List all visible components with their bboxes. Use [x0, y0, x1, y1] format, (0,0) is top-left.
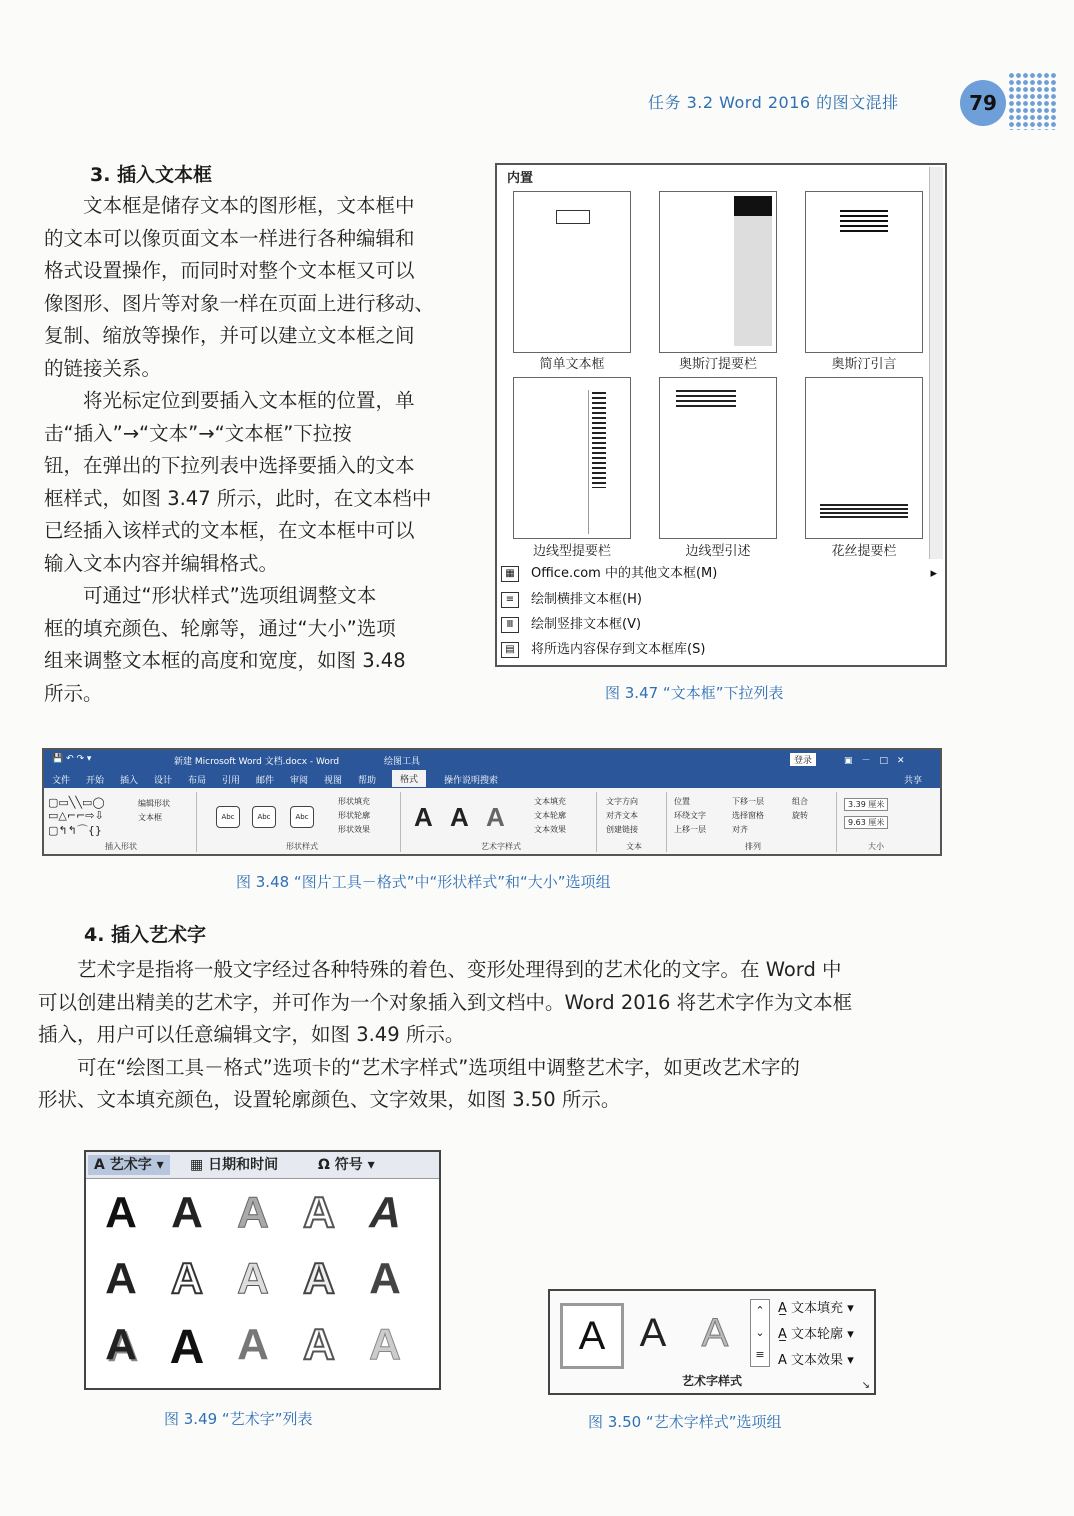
wordart-option[interactable]: A [105, 1320, 137, 1369]
wordart-option[interactable]: A [303, 1188, 335, 1237]
shape-fill-button[interactable]: 形状填充 [338, 797, 370, 806]
context-tab-label: 绘图工具 [384, 757, 421, 767]
bring-forward-button[interactable]: 上移一层 [674, 825, 706, 834]
shape-effects-button[interactable]: 形状效果 [338, 825, 370, 834]
text-effects-option[interactable]: A 文本效果 ▾ [778, 1353, 854, 1368]
wordart-style-3[interactable]: A [486, 802, 505, 832]
caption-3-47: 图 3.47 “文本框”下拉列表 [605, 684, 784, 702]
calendar-icon: ▦ [190, 1157, 204, 1173]
thumb-austin-sidebar[interactable] [659, 191, 777, 353]
tell-me-search[interactable]: 操作说明搜索 [444, 776, 499, 786]
wordart-gallery [84, 1150, 441, 1390]
wordart-option[interactable]: A [237, 1188, 269, 1237]
width-input[interactable]: 9.63 厘米 [844, 816, 888, 829]
office-icon: ▦ [501, 566, 519, 582]
horizontal-textbox-icon: ≡ [501, 592, 519, 608]
tab-insert[interactable]: 插入 [120, 776, 139, 786]
align-button[interactable]: 对齐 [732, 825, 748, 834]
wordart-tab[interactable]: A 艺术字 ▾ [88, 1155, 170, 1175]
date-time-tab[interactable]: ▦ 日期和时间 [190, 1157, 279, 1173]
text-fill-button[interactable]: 文本填充 [534, 797, 566, 806]
textbox-dropdown-panel [495, 163, 947, 667]
format-ribbon [42, 748, 942, 856]
text-line: 已经插入该样式的文本框，在文本框中可以 [44, 519, 415, 542]
wordart-style-2[interactable]: A [450, 802, 469, 832]
group-label: 形状样式 [286, 842, 318, 851]
text-line: 钮，在弹出的下拉列表中选择要插入的文本 [44, 454, 415, 477]
text-line: 可以创建出精美的艺术字，并可作为一个对象插入到文档中。Word 2016 将艺术字作为文本框 [38, 990, 853, 1014]
title-bar [44, 750, 940, 770]
text-box-button[interactable]: 文本框 [138, 813, 162, 822]
tab-file[interactable]: 文件 [52, 776, 71, 786]
section-heading-3: 3. 插入文本框 [90, 164, 213, 186]
selection-pane-button[interactable]: 选择窗格 [732, 811, 764, 820]
section3-body [44, 190, 484, 710]
wordart-option[interactable]: A [171, 1254, 203, 1303]
group-button[interactable]: 组合 [792, 797, 808, 806]
tab-layout[interactable]: 布局 [188, 776, 207, 786]
shape-style-1[interactable]: Abc [216, 806, 240, 828]
wordart-styles-group [548, 1289, 876, 1395]
caption-3-48: 图 3.48 “图片工具－格式”中“形状样式”和“大小”选项组 [236, 873, 611, 891]
thumb-filigree-sidebar[interactable] [805, 377, 923, 539]
group-label: 艺术字样式 [481, 842, 521, 851]
vertical-textbox-icon: Ⅲ [501, 617, 519, 633]
shape-outline-button[interactable]: 形状轮廓 [338, 811, 370, 820]
text-effects-icon: A [778, 1353, 787, 1368]
section4-body [38, 954, 958, 1117]
thumb-label: 边线型引述 [685, 544, 751, 559]
thumb-sideline-quote[interactable] [659, 377, 777, 539]
running-header: 任务 3.2 Word 2016 的图文混排 [648, 93, 899, 112]
text-line: 框的填充颜色、轮廓等，通过“大小”选项 [44, 616, 396, 640]
text-line: 将光标定位到要插入文本框的位置，单 [44, 389, 415, 412]
text-line: 可通过“形状样式”选项组调整文本 [44, 584, 377, 607]
text-line: 复制、缩放等操作，并可以建立文本框之间 [44, 324, 415, 347]
text-line: 格式设置操作，而同时对整个文本框又可以 [44, 259, 415, 282]
wordart-option[interactable]: A [369, 1254, 401, 1303]
wrap-text-button[interactable]: 环绕文字 [674, 811, 706, 820]
rotate-button[interactable]: 旋转 [792, 811, 808, 820]
thumb-label: 花丝提要栏 [831, 544, 897, 559]
height-input[interactable]: 3.39 厘米 [844, 798, 888, 811]
tab-help[interactable]: 帮助 [358, 776, 377, 786]
group-insert-shapes [46, 792, 197, 852]
text-line: 艺术字是指将一般文字经过各种特殊的着色、变形处理得到的艺术化的文字。在 Word 中 [38, 958, 842, 981]
wordart-option[interactable]: A [169, 1321, 205, 1374]
wordart-icon: A [94, 1157, 105, 1173]
text-outline-option[interactable]: A̲ 文本轮廓 ▾ [778, 1327, 854, 1342]
menu-draw-horizontal[interactable]: ≡ 绘制横排文本框(H) [501, 589, 642, 611]
wordart-option[interactable]: A [303, 1320, 335, 1369]
text-outline-button[interactable]: 文本轮廓 [534, 811, 566, 820]
group-label: 插入形状 [105, 842, 137, 851]
text-line: 的文本可以像页面文本一样进行各种编辑和 [44, 226, 415, 250]
group-size [840, 792, 912, 852]
text-effects-button[interactable]: 文本效果 [534, 825, 566, 834]
shape-gallery[interactable]: ▢▭╲╲▭◯ ▭△⌐⌐⇨⇩ ▢↰↰⌒{} [48, 796, 105, 837]
text-fill-icon: A̲ [778, 1301, 787, 1316]
wordart-option[interactable]: A [105, 1188, 137, 1237]
chevron-right-icon: ▸ [930, 566, 937, 581]
text-line: 所示。 [44, 681, 103, 705]
quick-access-icons[interactable]: 💾 ↶ ↷ ▾ [52, 754, 92, 764]
text-line: 框样式，如图 3.47 所示，此时，在文本档中 [44, 486, 432, 510]
decorative-dot-pattern [1008, 72, 1056, 130]
wordart-option[interactable]: A [237, 1254, 269, 1303]
caption-3-49: 图 3.49 “艺术字”列表 [164, 1410, 313, 1428]
save-gallery-icon: ▤ [501, 642, 519, 658]
wordart-style-1[interactable]: A [414, 802, 433, 832]
text-fill-option[interactable]: A̲ 文本填充 ▾ [778, 1301, 854, 1316]
create-link-button[interactable]: 创建链接 [606, 825, 638, 834]
wordart-option[interactable]: A [369, 1188, 401, 1237]
send-backward-button[interactable]: 下移一层 [732, 797, 764, 806]
group-shape-styles [204, 792, 401, 852]
text-line: 输入文本内容并编辑格式。 [44, 551, 279, 575]
wordart-option[interactable]: A [303, 1254, 335, 1303]
thumb-simple-textbox[interactable] [513, 191, 631, 353]
wordart-style[interactable]: A [701, 1311, 729, 1355]
omega-icon: Ω [318, 1157, 330, 1173]
text-line: 文本框是储存文本的图形框，文本框中 [44, 194, 415, 217]
tab-format[interactable]: 格式 [392, 770, 426, 787]
ribbon-tabs [44, 770, 940, 788]
text-line: 形状、文本填充颜色，设置轮廓颜色、文字效果，如图 3.50 所示。 [38, 1088, 621, 1111]
group-label: 艺术字样式 [681, 1374, 742, 1388]
shape-style-3[interactable]: Abc [290, 806, 314, 828]
caption-3-50: 图 3.50 “艺术字样式”选项组 [588, 1413, 782, 1431]
group-label: 文本 [626, 842, 642, 851]
window-controls[interactable]: ▣ － □ ✕ [844, 756, 905, 766]
group-arrange [670, 792, 837, 852]
text-line: 可在“绘图工具－格式”选项卡的“艺术字样式”选项组中调整艺术字，如更改艺术字的 [38, 1055, 800, 1079]
login-button[interactable]: 登录 [790, 753, 816, 766]
menu-draw-vertical[interactable]: Ⅲ 绘制竖排文本框(V) [501, 614, 641, 636]
thumb-label: 简单文本框 [539, 357, 605, 372]
tab-view[interactable]: 视图 [324, 776, 343, 786]
group-label: 大小 [868, 842, 884, 851]
group-text [602, 792, 667, 852]
edit-shape-button[interactable]: 编辑形状 [138, 799, 170, 808]
share-button[interactable]: 共享 [904, 776, 923, 786]
shape-style-2[interactable]: Abc [252, 806, 276, 828]
symbol-tab[interactable]: Ω 符号 ▾ [318, 1157, 375, 1173]
thumb-label: 奥斯汀提要栏 [678, 357, 757, 372]
thumb-sideline-sidebar[interactable] [513, 377, 631, 539]
wordart-style-selected[interactable]: A [560, 1303, 624, 1369]
text-line: 的链接关系。 [44, 356, 162, 380]
thumb-label: 边线型提要栏 [532, 544, 611, 559]
tab-home[interactable]: 开始 [86, 776, 105, 786]
tab-design[interactable]: 设计 [154, 776, 173, 786]
align-text-button[interactable]: 对齐文本 [606, 811, 638, 820]
builtin-title: 内置 [507, 171, 534, 186]
text-outline-icon: A̲ [778, 1327, 787, 1342]
wordart-style[interactable]: A [639, 1311, 667, 1355]
wordart-option[interactable]: A [369, 1320, 401, 1369]
menu-save-selection[interactable]: ▤ 将所选内容保存到文本框库(S) [501, 639, 705, 661]
wordart-option[interactable]: A [237, 1320, 269, 1369]
text-direction-button[interactable]: 文字方向 [606, 797, 638, 806]
tab-mailings[interactable]: 邮件 [256, 776, 275, 786]
text-line: 组来调整文本框的高度和宽度，如图 3.48 [44, 649, 406, 672]
text-line: 插入，用户可以任意编辑文字，如图 3.49 所示。 [38, 1023, 465, 1046]
position-button[interactable]: 位置 [674, 797, 690, 806]
thumb-label: 奥斯汀引言 [831, 357, 897, 372]
dialog-launcher-icon[interactable]: ↘ [861, 1380, 870, 1391]
section-heading-4: 4. 插入艺术字 [84, 924, 207, 946]
group-wordart-styles [406, 792, 597, 852]
ribbon-body [44, 788, 940, 856]
wordart-option[interactable]: A [105, 1254, 137, 1303]
wordart-option[interactable]: A [171, 1188, 203, 1237]
window-title: 新建 Microsoft Word 文档.docx - Word [174, 757, 340, 767]
page-number: 79 [969, 91, 997, 115]
text-line: 击“插入”→“文本”→“文本框”下拉按 [44, 421, 352, 445]
text-line: 像图形、图片等对象一样在页面上进行移动、 [44, 291, 435, 315]
menu-more-textboxes[interactable]: ▦ Office.com 中的其他文本框(M) ▸ [501, 563, 941, 585]
gallery-scroll-buttons[interactable]: ⌃ ⌄ ≡ [750, 1299, 770, 1367]
group-label: 排列 [745, 842, 761, 851]
tab-references[interactable]: 引用 [222, 776, 241, 786]
insert-text-bar [86, 1152, 439, 1179]
tab-review[interactable]: 审阅 [290, 776, 309, 786]
thumb-austin-quote[interactable] [805, 191, 923, 353]
